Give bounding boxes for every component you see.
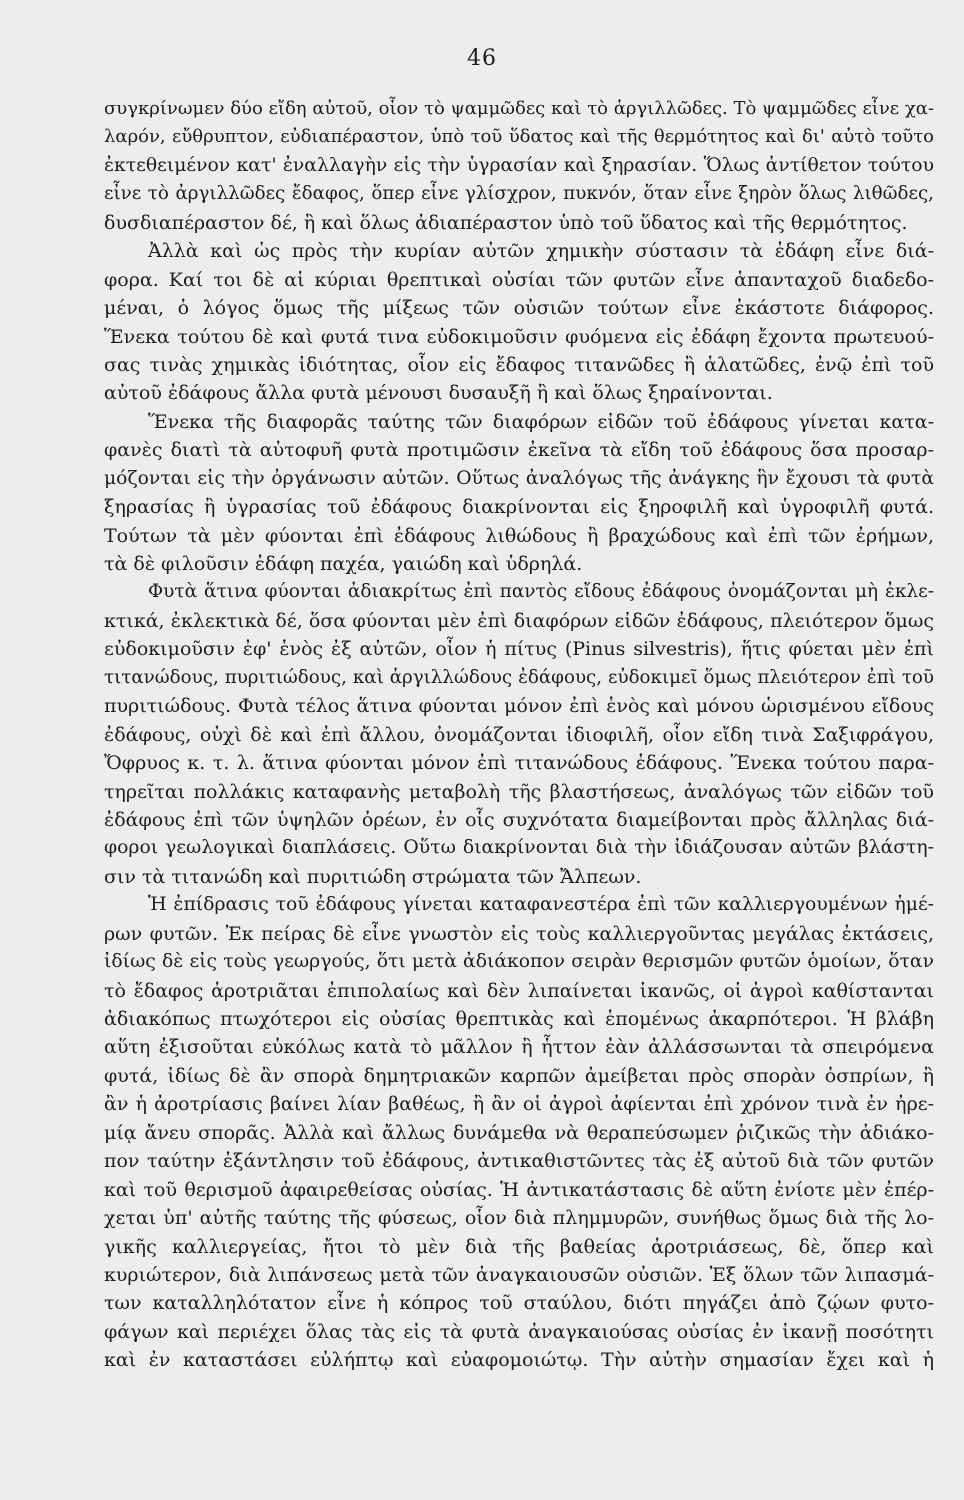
text-line: πον ταύτην ἐξάντλησιν τοῦ ἐδάφους, ἀντικαθιστῶντες τὰς ἐξ αὐτοῦ διὰ τῶν φυτῶν bbox=[104, 1150, 934, 1173]
text-line: κυριώτερον, διὰ λιπάνσεως μετὰ τῶν ἀναγκαιουσῶν οὐσιῶν. Ἐξ ὅλων τῶν λιπασμά- bbox=[104, 1263, 934, 1286]
text-line: φανὲς διατὶ τὰ αὐτοφυῆ φυτὰ προτιμῶσιν ἐκεῖνα τὰ εἴδη τοῦ ἐδάφους ὅσα προσαρ- bbox=[104, 439, 934, 462]
text-line: τιτανώδους, πυριτιώδους, καὶ ἀργιλλώδους ἐδάφους, εὐδοκιμεῖ ὅμως πλειότερον ἐπὶ τοῦ bbox=[104, 666, 934, 688]
text-line: Ἕνεκα τούτου δὲ καὶ φυτά τινα εὐδοκιμοῦσιν φυόμενα εἰς ἐδάφη ἔχοντα πρωτευού- bbox=[104, 325, 934, 348]
text-line: ἐδάφους ἐπὶ τῶν ὑψηλῶν ὀρέων, ἐν οἷς συχνότατα διαμείβονται πρὸς ἄλληλας διά- bbox=[104, 808, 934, 831]
text-line: Ἀλλὰ καὶ ὡς πρὸς τὴν κυρίαν αὐτῶν χημικὴν σύστασιν τὰ ἐδάφη εἶνε διά- bbox=[148, 240, 934, 263]
text-line: ἐδάφους, οὐχὶ δὲ καὶ ἐπὶ ἄλλου, ὀνομάζονται ἰδιοφιλῆ, οἷον εἴδη τινὰ Σαξιφράγου, bbox=[104, 723, 934, 746]
text-line: τὰ δὲ φιλοῦσιν ἐδάφη παχέα, γαιώδη καὶ ὑδρηλά. bbox=[104, 553, 583, 575]
text-line: ἂν ἡ ἀροτρίασις βαίνει λίαν βαθέως, ἢ ἂν οἱ ἀγροὶ ἀφίενται ἐπὶ χρόνον τινὰ ἐν ἠρε- bbox=[104, 1093, 934, 1116]
text-line: εὐδοκιμοῦσιν ἐφ' ἑνὸς ἐξ αὐτῶν, οἷον ἡ πίτυς (Pinus silvestris), ἥτις φύεται μὲν ἐπὶ bbox=[104, 638, 934, 661]
text-line: δυσδιαπέραστον δέ, ἢ καὶ ὅλως ἀδιαπέραστον ὑπὸ τοῦ ὕδατος καὶ τῆς θερμότητος. bbox=[104, 211, 908, 234]
text-line: ἰδίως δὲ εἰς τοὺς γεωργούς, ὅτι μετὰ ἀδιάκοπον σειρὰν θερισμῶν φυτῶν ὁμοίων, ὅταν bbox=[104, 951, 934, 973]
text-line: μέναι, ὁ λόγος ὅμως τῆς μίξεως τῶν οὐσιῶν τούτων εἶνε ἑκάστοτε διάφορος. bbox=[104, 297, 934, 320]
text-line: μίᾳ ἄνευ σπορᾶς. Ἀλλὰ καὶ ἄλλως δυνάμεθα νὰ θεραπεύσωμεν ῥιζικῶς τὴν ἀδιάκο- bbox=[104, 1121, 934, 1144]
text-line: αὐτοῦ ἐδάφους ἄλλα φυτὰ μένουσι δυσαυξῆ ἢ καὶ ὅλως ξηραίνονται. bbox=[104, 382, 773, 405]
text-line: Φυτὰ ἅτινα φύονται ἀδιακρίτως ἐπὶ παντὸς εἴδους ἐδάφους ὀνομάζονται μὴ ἐκλε- bbox=[148, 581, 934, 603]
text-line: λαρόν, εὔθρυπτον, εὐδιαπέραστον, ὑπὸ τοῦ ὕδατος καὶ τῆς θερμότητος καὶ δι' αὐτὸ τοῦτο bbox=[104, 126, 934, 148]
text-line: φοροι γεωλογικαὶ διαπλάσεις. Οὕτω διακρίνονται διὰ τὴν ἰδιάζουσαν αὐτῶν βλάστη- bbox=[104, 837, 934, 859]
text-line: ξηρασίας ἢ ὑγρασίας τοῦ ἐδάφους διακρίνονται εἰς ξηροφιλῆ καὶ ὑγροφιλῆ φυτά. bbox=[104, 496, 934, 519]
text-line: σας τινὰς χημικὰς ἰδιότητας, οἷον εἰς ἔδαφος τιτανῶδες ἢ ἁλατῶδες, ἐνῷ ἐπὶ τοῦ bbox=[104, 353, 934, 376]
text-line: μόζονται εἰς τὴν ὀργάνωσιν αὐτῶν. Οὕτως ἀναλόγως τῆς ἀνάγκης ἣν ἔχουσι τὰ φυτὰ bbox=[104, 467, 934, 489]
text-line: συγκρίνωμεν δύο εἴδη αὐτοῦ, οἷον τὸ ψαμμῶδες καὶ τὸ ἀργιλλῶδες. Τὸ ψαμμῶδες εἶνε χα- bbox=[104, 98, 934, 119]
text-line: αὕτη ἐξισοῦται εὐκόλως κατὰ τὸ μᾶλλον ἢ ἧττον ἐὰν ἀλλάσσωνται τὰ σπειρόμενα bbox=[104, 1036, 934, 1059]
text-line: σιν τὰ τιτανώδη καὶ πυριτιώδη στρώματα τῶν Ἄλπεων. bbox=[104, 865, 642, 888]
text-line: Ἡ ἐπίδρασις τοῦ ἐδάφους γίνεται καταφανεστέρα ἐπὶ τῶν καλλιεργουμένων ἡμέ- bbox=[148, 894, 934, 916]
text-line: καὶ τοῦ θερισμοῦ ἀφαιρεθείσας οὐσίας. Ἡ ἀντικατάστασις δὲ αὕτη ἐνίοτε μὲν ἐπέρ- bbox=[104, 1178, 934, 1201]
text-line: γικῆς καλλιεργείας, ἤτοι τὸ μὲν διὰ τῆς βαθείας ἀροτριάσεως, δὲ, ὅπερ καὶ bbox=[104, 1235, 934, 1258]
text-line: ρων φυτῶν. Ἐκ πείρας δὲ εἶνε γνωστὸν εἰς τοὺς καλλιεργοῦντας μεγάλας ἐκτάσεις, bbox=[104, 922, 934, 945]
text-line: εἶνε τὸ ἀργιλλῶδες ἔδαφος, ὅπερ εἶνε γλίσχρον, πυκνόν, ὅταν εἶνε ξηρὸν ὅλως λιθῶδες, bbox=[104, 183, 934, 205]
text-line: χεται ὑπ' αὐτῆς ταύτης τῆς φύσεως, οἷον διὰ πλημμυρῶν, συνήθως ὅμως διὰ τῆς λο- bbox=[104, 1207, 934, 1230]
text-line: Ὄφρυος κ. τ. λ. ἅτινα φύονται μόνον ἐπὶ τιτανώδους ἐδάφους. Ἕνεκα τούτου παρα- bbox=[104, 752, 934, 775]
text-line: Τούτων τὰ μὲν φύονται ἐπὶ ἐδάφους λιθώδους ἢ βραχώδους καὶ ἐπὶ τῶν ἐρήμων, bbox=[104, 524, 934, 547]
text-line: Ἕνεκα τῆς διαφορᾶς ταύτης τῶν διαφόρων εἰδῶν τοῦ ἐδάφους γίνεται κατα- bbox=[148, 410, 934, 433]
text-line: ἐκτεθειμένον κατ' ἐναλλαγὴν εἰς τὴν ὑγρασίαν καὶ ξηρασίαν. Ὅλως ἀντίθετον τούτου bbox=[104, 154, 934, 176]
body-text bbox=[104, 95, 934, 1375]
text-line: πυριτιώδους. Φυτὰ τέλος ἅτινα φύονται μόνον ἐπὶ ἑνὸς καὶ μόνου ὡρισμένου εἴδους bbox=[104, 695, 934, 718]
text-line: κτικά, ἐκλεκτικὰ δέ, ὅσα φύονται μὲν ἐπὶ διαφόρων εἰδῶν ἐδάφους, πλειότερον ὅμως bbox=[104, 609, 934, 632]
text-line: των καταλληλότατον εἶνε ἡ κόπρος τοῦ σταύλου, διότι πηγάζει ἀπὸ ζῴων φυτο- bbox=[104, 1292, 934, 1315]
text-line: τηρεῖται πολλάκις καταφανὴς μεταβολὴ τῆς βλαστήσεως, ἀναλόγως τῶν εἰδῶν τοῦ bbox=[104, 780, 934, 803]
text-line: τὸ ἔδαφος ἀροτριᾶται ἐπιπολαίως καὶ δὲν λιπαίνεται ἱκανῶς, οἱ ἀγροὶ καθίστανται bbox=[104, 979, 934, 1002]
text-line: φάγων καὶ περιέχει ὅλας τὰς εἰς τὰ φυτὰ ἀναγκαιούσας οὐσίας ἐν ἱκανῇ ποσότητι bbox=[104, 1320, 934, 1343]
page-number: 46 bbox=[467, 46, 497, 71]
text-line: φυτά, ἰδίως δὲ ἂν σπορὰ δημητριακῶν καρπῶν ἀμείβεται πρὸς σπορὰν ὀσπρίων, ἢ bbox=[104, 1064, 934, 1087]
text-line: ἀδιακόπως πτωχότεροι εἰς οὐσίας θρεπτικὰς καὶ ἑπομένως ἀκαρπότεροι. Ἡ βλάβη bbox=[104, 1008, 934, 1030]
text-line: φορα. Καί τοι δὲ αἱ κύριαι θρεπτικαὶ οὐσίαι τῶν φυτῶν εἶνε ἁπανταχοῦ διαδεδο- bbox=[104, 268, 934, 291]
text-line: καὶ ἐν καταστάσει εὐλήπτῳ καὶ εὐαφομοιώτῳ. Τὴν αὐτὴν σημασίαν ἔχει καὶ ἡ bbox=[104, 1349, 934, 1372]
